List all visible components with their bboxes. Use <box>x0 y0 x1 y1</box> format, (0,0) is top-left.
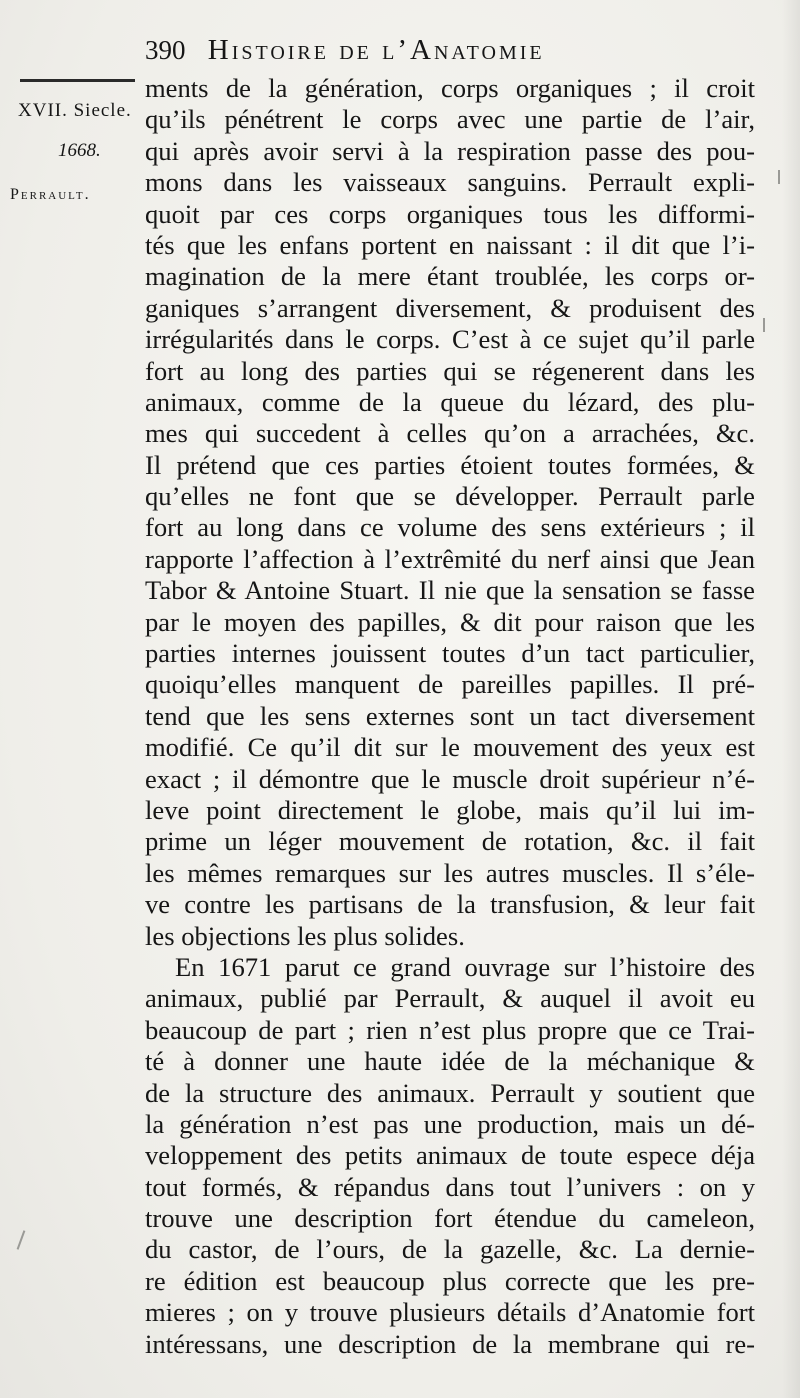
text-line: veloppement des petits animaux de toute espece déja <box>145 1140 755 1171</box>
print-speck <box>763 318 765 332</box>
text-line: re édition est beaucoup plus correcte que les pre- <box>145 1265 755 1296</box>
text-line: parties internes jouissent toutes d’un tact particulier, <box>145 638 755 669</box>
text-line: rapporte l’affection à l’extrêmité du nerf ainsi que Jean <box>145 543 755 574</box>
text-line: quoiqu’elles manquent de pareilles papilles. Il pré- <box>145 669 755 700</box>
margin-century: XVII. Siecle. <box>18 100 132 121</box>
text-line: En 1671 parut ce grand ouvrage sur l’histoire des <box>175 951 755 982</box>
text-line: qui après avoir servi à la respiration passe des pou- <box>145 135 755 166</box>
text-line: magination de la mere étant troublée, les corps or- <box>145 261 755 292</box>
text-line: les objections les plus solides. <box>145 920 465 951</box>
print-speck <box>778 170 780 184</box>
gutter-shadow <box>782 0 800 1398</box>
text-line: mes qui succedent à celles qu’on a arrachées, &c. <box>145 418 755 449</box>
text-line: animaux, comme de la queue du lézard, des plu- <box>145 386 755 417</box>
text-line: ments de la génération, corps organiques ; il croit <box>145 73 755 103</box>
text-line: té à donner une haute idée de la méchanique & <box>145 1046 755 1077</box>
text-line: irrégularités dans le corps. C’est à ce sujet qu’il parle <box>145 324 755 355</box>
text-line: intéressans, une description de la membrane qui re- <box>145 1328 755 1359</box>
text-line: qu’elles ne font que se développer. Perrault parle <box>145 481 755 512</box>
margin-rule <box>20 79 135 82</box>
text-line: modifié. Ce qu’il dit sur le mouvement des yeux est <box>145 732 755 763</box>
running-title: Histoire de l’Anatomie <box>207 34 545 66</box>
text-line: leve point directement le globe, mais qu’il lui im- <box>145 794 755 825</box>
text-line: exact ; il démontre que le muscle droit supérieur n’é- <box>145 763 755 794</box>
print-speck <box>17 1230 26 1249</box>
text-line: beaucoup de part ; rien n’est plus propre que ce Trai- <box>145 1014 755 1045</box>
text-line: mons dans les vaisseaux sanguins. Perrault expli- <box>145 167 755 198</box>
text-line: ve contre les partisans de la transfusion, & leur fait <box>145 889 755 920</box>
text-line: Tabor & Antoine Stuart. Il nie que la sensation se fasse <box>145 575 755 606</box>
text-line: fort au long des parties qui se régenerent dans les <box>145 355 755 386</box>
text-line: tout formés, & répandus dans tout l’univers : on y <box>145 1171 755 1202</box>
running-header <box>145 30 705 70</box>
text-line: ganiques s’arrangent diversement, & produisent des <box>145 292 755 323</box>
text-line: animaux, publié par Perrault, & auquel il avoit eu <box>145 983 755 1014</box>
text-line: tés que les enfans portent en naissant : il dit que l’i- <box>145 229 755 260</box>
text-line: prime un léger mouvement de rotation, &c. il fait <box>145 826 755 857</box>
text-line: mieres ; on y trouve plusieurs détails d’Anatomie fort <box>145 1297 755 1328</box>
margin-author: Perrault. <box>10 186 91 203</box>
text-line: quoit par ces corps organiques tous les difformi- <box>145 198 755 229</box>
text-line: trouve une description fort étendue du cameleon, <box>145 1203 755 1234</box>
text-line: Il prétend que ces parties étoient toutes formées, & <box>145 449 755 480</box>
text-line: la génération n’est pas une production, mais un dé- <box>145 1108 755 1139</box>
margin-year: 1668. <box>58 140 101 161</box>
page-number: 390 <box>145 35 186 65</box>
text-line: du castor, de l’ours, de la gazelle, &c. La dernie- <box>145 1234 755 1265</box>
text-line: les mêmes remarques sur les autres muscles. Il s’éle- <box>145 857 755 888</box>
body-text <box>145 73 755 1360</box>
text-line: qu’ils pénétrent le corps avec une partie de l’air, <box>145 104 755 135</box>
text-line: fort au long dans ce volume des sens extérieurs ; il <box>145 512 755 543</box>
text-line: par le moyen des papilles, & dit pour raison que les <box>145 606 755 637</box>
text-line: tend que les sens externes sont un tact diversement <box>145 700 755 731</box>
text-line: de la structure des animaux. Perrault y soutient que <box>145 1077 755 1108</box>
